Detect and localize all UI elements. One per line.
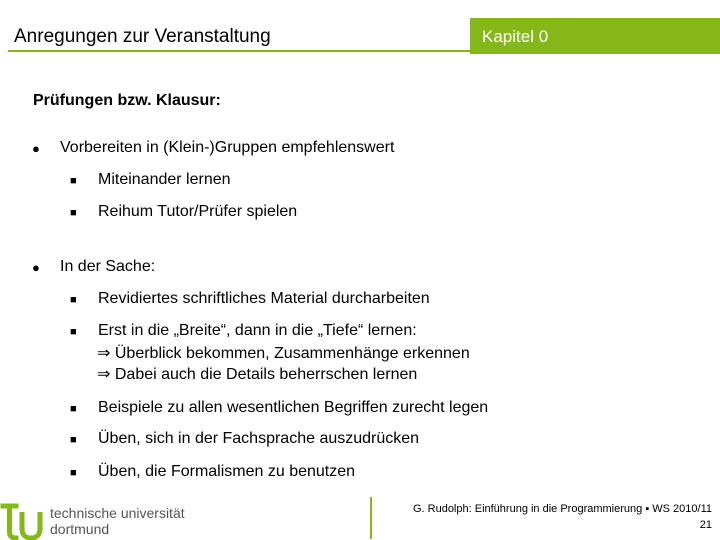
sub-bullet-text: Beispiele zu allen wesentlichen Begriffen zurecht legen [98, 399, 489, 416]
sub-bullet-text: Erst in die „Breite“, dann in die „Tiefe“ lernen: [98, 322, 417, 339]
bullet-square-icon: ■ [70, 434, 77, 446]
bullet-square-icon: ■ [70, 175, 77, 187]
sub-bullet-text: Miteinander lernen [98, 171, 231, 188]
bullet-text: In der Sache: [60, 258, 156, 275]
section-title: Prüfungen bzw. Klausur: [33, 92, 221, 109]
tu-logo-icon [0, 502, 46, 540]
sub-bullet-text: Üben, sich in der Fachsprache auszudrücken [98, 430, 420, 447]
footer-citation: G. Rudolph: Einführung in die Programmierung ▪ WS 2010/11 [412, 503, 712, 515]
chapter-label: Kapitel 0 [482, 27, 549, 46]
bullet-square-icon: ■ [70, 403, 77, 415]
sub-bullet-text: Üben, die Formalismen zu benutzen [98, 463, 356, 480]
bullet-text: Vorbereiten in (Klein-)Gruppen empfehlenswert [60, 139, 395, 156]
page-number: 21 [699, 519, 712, 531]
bullet-square-icon: ■ [70, 326, 77, 338]
implies-arrow-icon: ⇒ [97, 345, 111, 362]
implication-line [97, 364, 417, 384]
bullet-square-icon: ■ [70, 294, 77, 306]
university-name [50, 505, 185, 537]
chapter-badge [470, 18, 720, 54]
implication-text: Dabei auch die Details beherrschen lernen [114, 366, 418, 383]
bullet-square-icon: ■ [70, 467, 77, 479]
implies-arrow-icon: ⇒ [97, 366, 111, 383]
implication-line [97, 343, 470, 363]
university-line1: technische universität [50, 505, 185, 521]
bullet-square-icon: ■ [70, 207, 77, 219]
slide-title: Anregungen zur Veranstaltung [14, 26, 271, 47]
footer-divider [370, 497, 372, 539]
sub-bullet-text: Reihum Tutor/Prüfer spielen [98, 203, 298, 220]
sub-bullet-text: Revidiertes schriftliches Material durcharbeiten [98, 290, 430, 307]
header-divider [8, 50, 470, 52]
bullet-dot-icon: ● [32, 141, 40, 156]
bullet-dot-icon: ● [32, 260, 40, 275]
university-line2: dortmund [50, 521, 110, 537]
implication-text: Überblick bekommen, Zusammenhänge erkennen [114, 345, 470, 362]
